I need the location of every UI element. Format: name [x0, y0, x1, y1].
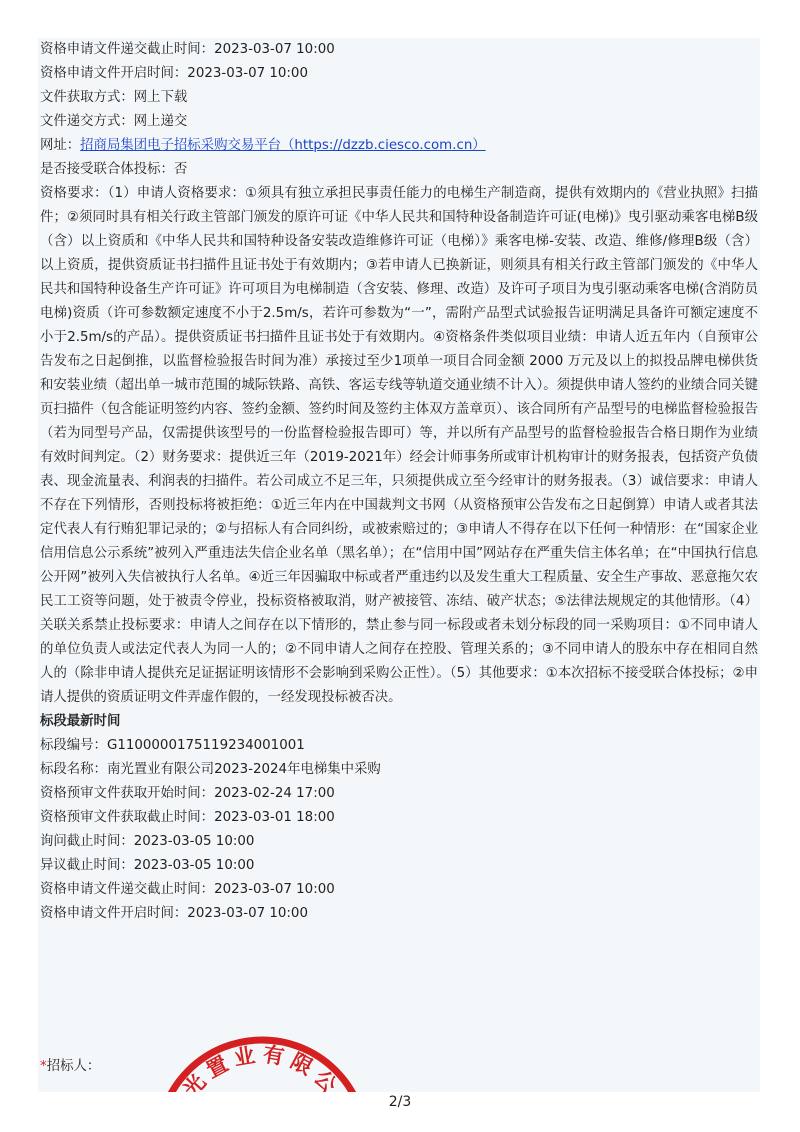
seal-text: 南光置业有限公司 [164, 1042, 360, 1126]
website-label: 网址： [40, 138, 81, 153]
qualification-requirements: 资格要求：（1）申请人资格要求：①须具有独立承担民事责任能力的电梯生产制造商，提供有效期内的《营业执照》扫描件；②须同时具有相关行政主管部门颁发的原许可证《中华人民共和国特种设备制造许可证(电梯)》曳引驱动乘客电梯B级（含）以上资质和《中华人民共和国特种设备安装改造维修许可证（电梯）》乘客电梯-安装、改造、维修/修理B级（含）以上资质，提供资质证书扫描件且证书处于有效期内；③若申请人已换新证，则须具有相关行政主管部门颁发的《中华人民共和国特种设备生产许可证》许可项目为电梯制造（含安装、修理、改造）及许可子项目为曳引驱动乘客电梯(含消防员电梯)资质（许可参数额定速度不小于2.5m/s，若许可参数为“一”，需附产品型式试验报告证明满足具备许可额定速度不小于2.5m/s的产品）。提供资质证书扫描件且证书处于有效期内。④资格条件类似项目业绩：申请人近五年内（自预审公告发布之日起倒推，以监督检验报告时间为准）承接过至少1项单一项目合同金额 2000 万元及以上的拟投品牌电梯供货和安装业绩（超出单一城市范围的城际铁路、高铁、客运专线等轨道交通业绩不计入）。须提供申请人签约的业绩合同关键页扫描件（包含能证明签约内容、签约金额、签约时间及签约主体双方盖章页）、该合同所有产品型号的电梯监督检验报告（若为同型号产品，仅需提供该型号的一份监督检验报告即可）等，并以所有产品型号的监督检验报告合格日期作为业绩有效时间判定。（2）财务要求：提供近三年（2019-2021年）经会计师事务所或审计机构审计的财务报表，包括资产负债表、现金流量表、利润表的扫描件。若公司成立不足三年，只须提供成立至今经审计的财务报表。（3）诚信要求：申请人不存在下列情形，否则投标将被拒绝：①近三年内在中国裁判文书网（从资格预审公告发布之日起倒算）申请人或者其法定代表人有行贿犯罪记录的；②与招标人有合同纠纷，或被索赔过的；③申请人不得存在以下任何一种情形：在“国家企业信用信息公示系统”被列入严重违法失信企业名单（黑名单）；在“信用中国”网站存在严重失信主体名单；在“中国执行信息公开网”被列入失信被执行人名单。④近三年因骗取中标或者严重违约以及发生重大工程质量、安全生产事故、恶意拖欠农民工工资等问题，处于被责令停业，投标资格被取消，财产被接管、冻结、破产状态；⑤法律法规规定的其他情形。（4）关联关系禁止投标要求：申请人之间存在以下情形的，禁止参与同一标段或者未划分标段的同一采购项目：①不同申请人的单位负责人或法定代表人为同一人的；②不同申请人之间存在控股、管理关系的；③不同申请人的股东中存在相同自然人的（除非申请人提供充足证据证明该情形不会影响到采购公正性）。（5）其他要求：①本次招标不接受联合体投标；②申请人提供的资质证明文件弄虚作假的，一经发现投标被否决。 [40, 186, 758, 705]
section-name: 标段名称：南光置业有限公司2023-2024年电梯集中采购 [40, 762, 381, 777]
section-number: 标段编号：G1100000175119234001001 [40, 738, 305, 753]
inquiry-deadline: 询问截止时间：2023-03-05 10:00 [40, 834, 255, 849]
website-line [40, 134, 758, 158]
prequal-end-time: 资格预审文件获取截止时间：2023-03-01 18:00 [40, 810, 335, 825]
tenderer-label [40, 1057, 100, 1077]
application-opening-time: 资格申请文件开启时间：2023-03-07 10:00 [40, 906, 308, 921]
document-body [38, 38, 760, 1126]
objection-deadline: 异议截止时间：2023-03-05 10:00 [40, 858, 255, 873]
submission-deadline: 资格申请文件递交截止时间：2023-03-07 10:00 [40, 42, 335, 57]
submit-method: 文件递交方式：网上递交 [40, 114, 188, 129]
obtain-method: 文件获取方式：网上下载 [40, 90, 188, 105]
prequal-start-time: 资格预审文件获取开始时间：2023-02-24 17:00 [40, 786, 335, 801]
section-latest-time-heading: 标段最新时间 [40, 714, 121, 729]
page-number: 2/3 [388, 1094, 412, 1110]
joint-bid: 是否接受联合体投标：否 [40, 162, 188, 177]
required-mark: * [40, 1059, 47, 1074]
application-submit-deadline: 资格申请文件递交截止时间：2023-03-07 10:00 [40, 882, 335, 897]
company-seal [142, 1024, 382, 1126]
opening-time: 资格申请文件开启时间：2023-03-07 10:00 [40, 66, 308, 81]
website-link[interactable]: 招商局集团电子招标采购交易平台（https://dzzb.ciesco.com.cn） [80, 138, 486, 153]
tenderer-text: 招标人： [46, 1059, 101, 1074]
